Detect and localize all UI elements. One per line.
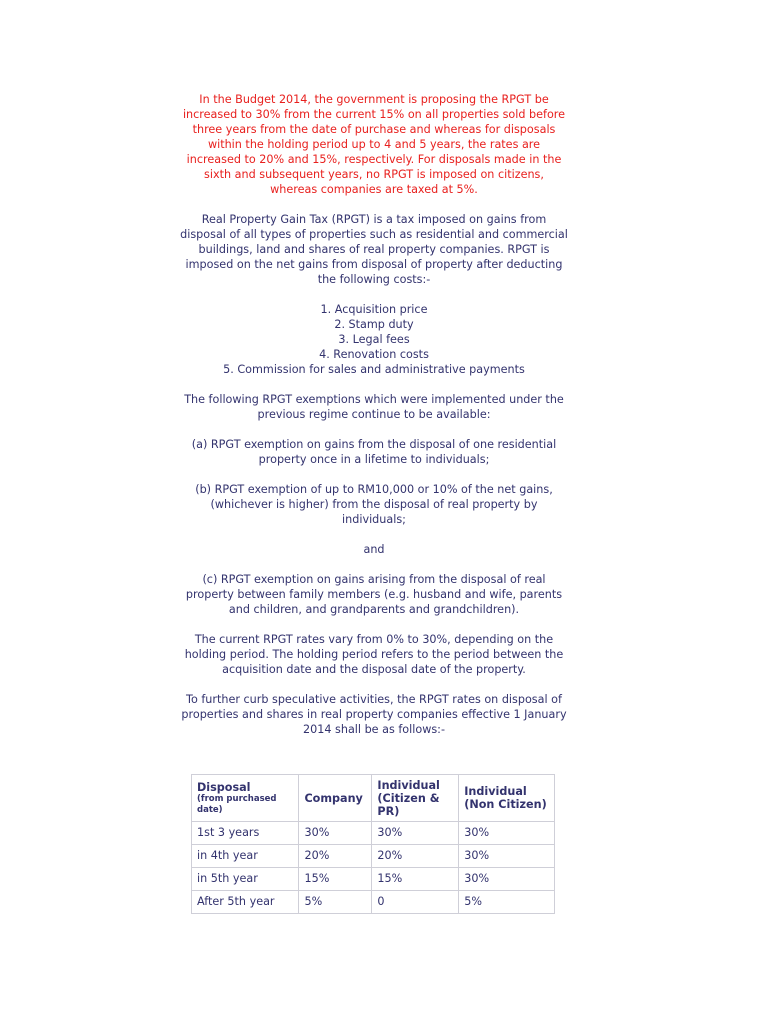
cell-disposal: 1st 3 years bbox=[192, 822, 299, 845]
cell-individual-non-citizen: 30% bbox=[459, 868, 555, 891]
rpgt-rates-table bbox=[191, 774, 555, 914]
cell-company: 30% bbox=[299, 822, 372, 845]
header-individual-non-citizen: Individual (Non Citizen) bbox=[459, 775, 555, 822]
header-company: Company bbox=[299, 775, 372, 822]
cell-disposal: in 5th year bbox=[192, 868, 299, 891]
cell-disposal: After 5th year bbox=[192, 891, 299, 914]
exemption-c: (c) RPGT exemption on gains arising from the disposal of real property between family members (e.g. husband and wife, parents and children, and grandparents and grandchildren). bbox=[185, 573, 563, 616]
cell-individual-non-citizen: 5% bbox=[459, 891, 555, 914]
cost-item: 5. Commission for sales and administrative payments bbox=[223, 363, 525, 376]
cost-item: 1. Acquisition price bbox=[320, 303, 428, 316]
header-disposal-label: Disposal bbox=[197, 780, 251, 794]
cost-list bbox=[180, 302, 568, 377]
header-disposal bbox=[192, 775, 299, 822]
cell-individual-citizen: 15% bbox=[372, 868, 459, 891]
table-row bbox=[192, 891, 555, 914]
cost-item: 4. Renovation costs bbox=[319, 348, 429, 361]
header-individual-citizen: Individual (Citizen & PR) bbox=[372, 775, 459, 822]
exemption-b: (b) RPGT exemption of up to RM10,000 or 10% of the net gains, (whichever is higher) from the disposal of real property by individuals; bbox=[195, 483, 553, 526]
cell-company: 20% bbox=[299, 845, 372, 868]
budget-notice: In the Budget 2014, the government is proposing the RPGT be increased to 30% from the current 15% on all properties sold before three years from the date of purchase and whereas for disposals within the holding period up to 4 and 5 years, the rates are increased to 20% and 15%, respectively. For disposals made in the sixth and subsequent years, no RPGT is imposed on citizens, whereas companies are taxed at 5%. bbox=[182, 93, 566, 196]
cell-individual-non-citizen: 30% bbox=[459, 822, 555, 845]
cell-individual-citizen: 30% bbox=[372, 822, 459, 845]
cost-item: 3. Legal fees bbox=[338, 333, 410, 346]
cell-individual-citizen: 20% bbox=[372, 845, 459, 868]
cell-individual-citizen: 0 bbox=[372, 891, 459, 914]
cell-individual-non-citizen: 30% bbox=[459, 845, 555, 868]
exemption-a-line1: (a) RPGT exemption on gains from the disposal of one residential bbox=[191, 438, 557, 451]
exemption-a-line2: property once in a lifetime to individuals; bbox=[258, 453, 490, 466]
header-disposal-sub: (from purchased date) bbox=[197, 793, 277, 815]
exemption-a bbox=[180, 437, 568, 467]
current-rates: The current RPGT rates vary from 0% to 30%, depending on the holding period. The holding period refers to the period between the acquisition date and the disposal date of the property. bbox=[184, 633, 564, 676]
new-rates-intro: To further curb speculative activities, the RPGT rates on disposal of properties and shares in real property companies effective 1 January 2014 shall be as follows:- bbox=[181, 693, 567, 736]
cost-item: 2. Stamp duty bbox=[334, 318, 414, 331]
table-row bbox=[192, 822, 555, 845]
table-row bbox=[192, 845, 555, 868]
cell-disposal: in 4th year bbox=[192, 845, 299, 868]
table-header-row bbox=[192, 775, 555, 822]
cell-company: 15% bbox=[299, 868, 372, 891]
exemptions-intro: The following RPGT exemptions which were implemented under the previous regime continue to be available: bbox=[184, 393, 564, 421]
and-text: and bbox=[363, 543, 385, 556]
rpgt-intro: Real Property Gain Tax (RPGT) is a tax imposed on gains from disposal of all types of properties such as residential and commercial buildings, land and shares of real property companies. RPGT is imposed on the net gains from disposal of property after deducting the following costs:- bbox=[180, 213, 568, 286]
cell-company: 5% bbox=[299, 891, 372, 914]
article-body bbox=[180, 92, 568, 752]
table-row bbox=[192, 868, 555, 891]
